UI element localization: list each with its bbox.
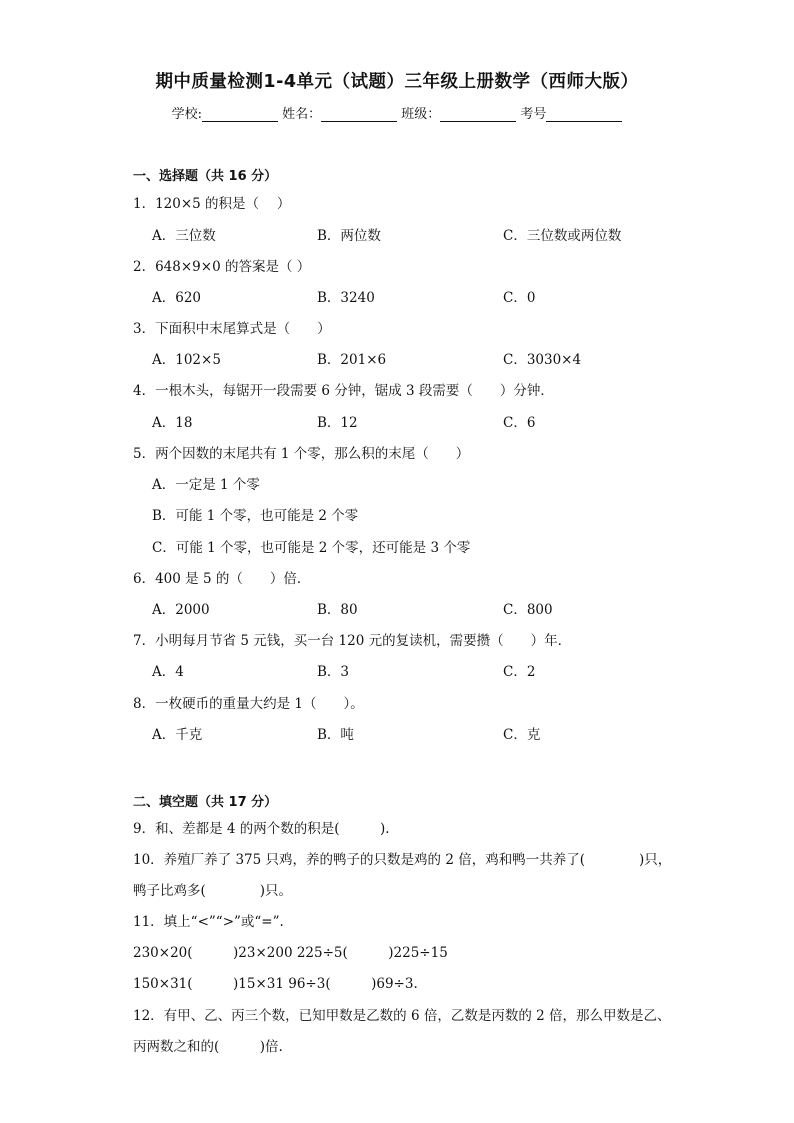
number-label: 考号 xyxy=(520,107,547,122)
question-1: 1．120×5 的积是（ ） xyxy=(133,196,291,212)
q4-option-b[interactable]: B．12 xyxy=(317,415,358,431)
question-11: 11．填上“<”“>”或“=”. xyxy=(133,914,284,930)
q1-option-a[interactable]: A．三位数 xyxy=(152,228,216,244)
q7-option-a[interactable]: A．4 xyxy=(152,664,184,680)
exam-title: 期中质量检测1-4单元（试题）三年级上册数学（西师大版） xyxy=(155,72,639,92)
q7-option-c[interactable]: C．2 xyxy=(503,664,536,680)
student-info-row xyxy=(0,103,794,122)
question-3: 3．下面积中末尾算式是（ ） xyxy=(133,321,331,337)
question-10-line-1: 10．养殖厂养了 375 只鸡，养的鸭子的只数是鸡的 2 倍，鸡和鸭一共养了( )只， xyxy=(133,852,672,868)
q5-option-c[interactable]: C．可能 1 个零，也可能是 2 个零，还可能是 3 个零 xyxy=(152,540,471,556)
question-5: 5．两个因数的末尾共有 1 个零，那么积的末尾（ ） xyxy=(133,446,470,462)
class-label: 班级： xyxy=(401,107,441,122)
name-blank[interactable] xyxy=(321,107,397,122)
q6-option-c[interactable]: C．800 xyxy=(503,602,553,618)
q3-option-b[interactable]: B．201×6 xyxy=(317,352,387,368)
q1-option-c[interactable]: C．三位数或两位数 xyxy=(503,228,622,244)
question-7: 7．小明每月节省 5 元钱，买一台 120 元的复读机，需要攒（ ）年． xyxy=(133,633,572,649)
q5-option-b[interactable]: B．可能 1 个零，也可能是 2 个零 xyxy=(152,508,359,524)
q4-option-a[interactable]: A．18 xyxy=(152,415,193,431)
question-4: 4．一根木头，每锯开一段需要 6 分钟，锯成 3 段需要（ ）分钟． xyxy=(133,383,554,399)
question-12-line-2: 丙两数之和的( )倍. xyxy=(133,1039,283,1055)
q2-option-a[interactable]: A．620 xyxy=(152,290,202,306)
q3-option-a[interactable]: A．102×5 xyxy=(152,352,221,368)
section-heading-choice: 一、选择题（共 16 分） xyxy=(133,169,278,184)
class-blank[interactable] xyxy=(440,107,516,122)
question-2: 2．648×9×0 的答案是（ ） xyxy=(133,259,311,275)
q5-option-a[interactable]: A．一定是 1 个零 xyxy=(152,477,260,493)
q4-option-c[interactable]: C．6 xyxy=(503,415,536,431)
question-11-row-1: 230×20( )23×200 225÷5( )225÷15 xyxy=(133,945,448,961)
q1-option-b[interactable]: B．两位数 xyxy=(317,228,381,244)
q3-option-c[interactable]: C．3030×4 xyxy=(503,352,582,368)
q8-option-b[interactable]: B．吨 xyxy=(317,727,354,743)
q7-option-b[interactable]: B．3 xyxy=(317,664,350,680)
question-10-line-2: 鸭子比鸡多( )只。 xyxy=(133,883,293,899)
q2-option-c[interactable]: C．0 xyxy=(503,290,536,306)
q6-option-a[interactable]: A．2000 xyxy=(152,602,210,618)
q8-option-a[interactable]: A．千克 xyxy=(152,727,203,743)
question-9: 9．和、差都是 4 的两个数的积是( ). xyxy=(133,821,390,837)
number-blank[interactable] xyxy=(546,107,622,122)
q2-option-b[interactable]: B．3240 xyxy=(317,290,375,306)
question-8: 8．一枚硬币的重量大约是 1（ ）。 xyxy=(133,696,364,712)
q8-option-c[interactable]: C．克 xyxy=(503,727,541,743)
name-label: 姓名： xyxy=(282,107,322,122)
question-6: 6．400 是 5 的（ ）倍． xyxy=(133,571,311,587)
question-11-row-2: 150×31( )15×31 96÷3( )69÷3. xyxy=(133,976,418,992)
school-label: 学校: xyxy=(171,107,202,122)
q6-option-b[interactable]: B．80 xyxy=(317,602,358,618)
section-heading-fill-in: 二、填空题（共 17 分） xyxy=(133,795,278,810)
school-blank[interactable] xyxy=(202,107,278,122)
question-12-line-1: 12．有甲、乙、丙三个数，已知甲数是乙数的 6 倍，乙数是丙数的 2 倍，那么甲数是乙、 xyxy=(133,1008,671,1024)
